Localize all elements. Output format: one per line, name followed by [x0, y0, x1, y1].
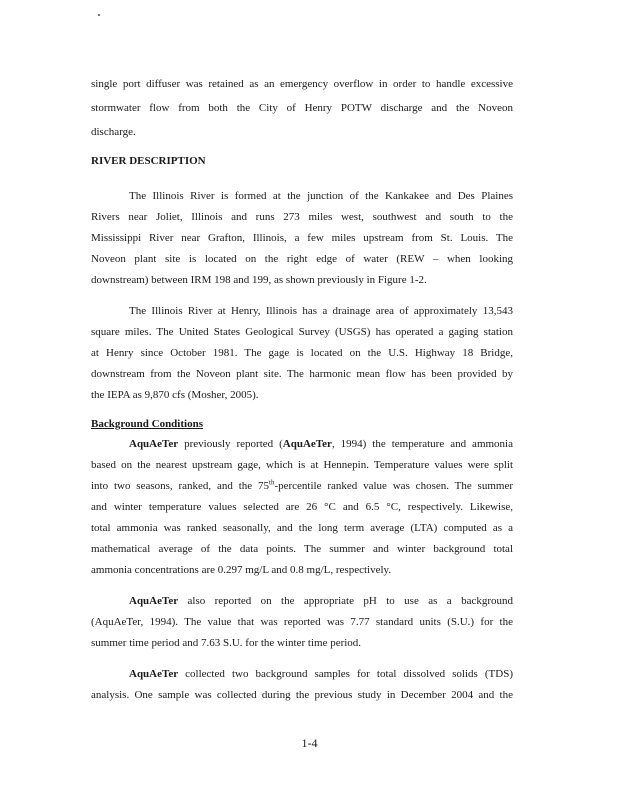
para1-line-5: downstream) between IRM 198 and 199, as shown previously in Figure 1-2. — [91, 274, 427, 286]
para2-line-2: square miles. The United States Geological Survey (USGS) has operated a gaging station — [91, 326, 513, 338]
para4-line-3: summer time period and 7.63 S.U. for the winter time period. — [91, 637, 362, 649]
para3-line-3: into two seasons, ranked, and the 75th-percentile ranked value was chosen. The summer — [91, 478, 513, 492]
intro-line-3: discharge. — [91, 126, 136, 138]
subsection-heading: Background Conditions — [91, 418, 203, 430]
para3-line-2: based on the nearest upstream gage, which is at Hennepin. Temperature values were split — [91, 459, 513, 471]
para4-line-1: AquAeTer also reported on the appropriate pH to use as a background — [129, 595, 513, 607]
para1-line-1: The Illinois River is formed at the junction of the Kankakee and Des Plaines — [129, 190, 513, 202]
para5-line-2: analysis. One sample was collected during the previous study in December 2004 and the — [91, 689, 513, 701]
para3-line-1: AquAeTer previously reported (AquAeTer, 1994) the temperature and ammonia — [129, 438, 513, 450]
para4-line-2: (AquAeTer, 1994). The value that was reported was 7.77 standard units (S.U.) for the — [91, 616, 513, 628]
page-number: 1-4 — [301, 736, 318, 750]
para2-line-1: The Illinois River at Henry, Illinois has a drainage area of approximately 13,543 — [129, 305, 513, 317]
para1-line-2: Rivers near Joliet, Illinois and runs 273 miles west, southwest and south to the — [91, 211, 513, 223]
para5-line-1: AquAeTer collected two background samples for total dissolved solids (TDS) — [129, 668, 513, 680]
intro-line-2: stormwater flow from both the City of Henry POTW discharge and the Noveon — [91, 102, 513, 114]
para2-line-4: downstream from the Noveon plant site. The harmonic mean flow has been provided by — [91, 368, 513, 380]
para1-line-3: Mississippi River near Grafton, Illinois, a few miles upstream from St. Louis. The — [91, 232, 513, 244]
para2-line-5: the IEPA as 9,870 cfs (Mosher, 2005). — [91, 389, 259, 401]
para3-line-5: total ammonia was ranked seasonally, and the long term average (LTA) computed as a — [91, 522, 513, 534]
intro-line-1: single port diffuser was retained as an emergency overflow in order to handle excessive — [91, 78, 513, 90]
section-heading: RIVER DESCRIPTION — [91, 155, 206, 167]
para1-line-4: Noveon plant site is located on the right edge of water (REW – when looking — [91, 253, 513, 265]
para2-line-3: at Henry since October 1981. The gage is located on the U.S. Highway 18 Bridge, — [91, 347, 513, 359]
para3-line-6: mathematical average of the data points. The summer and winter background total — [91, 543, 513, 555]
aquaeter-name: AquAeTer — [129, 438, 179, 450]
aquaeter-name: AquAeTer — [282, 438, 332, 450]
aquaeter-name: AquAeTer — [129, 595, 179, 607]
scan-speck — [98, 14, 100, 16]
para3-line-4: and winter temperature values selected are 26 °C and 6.5 °C, respectively. Likewise, — [91, 501, 513, 513]
para3-line-7: ammonia concentrations are 0.297 mg/L and 0.8 mg/L, respectively. — [91, 564, 392, 576]
aquaeter-name: AquAeTer — [129, 668, 179, 680]
